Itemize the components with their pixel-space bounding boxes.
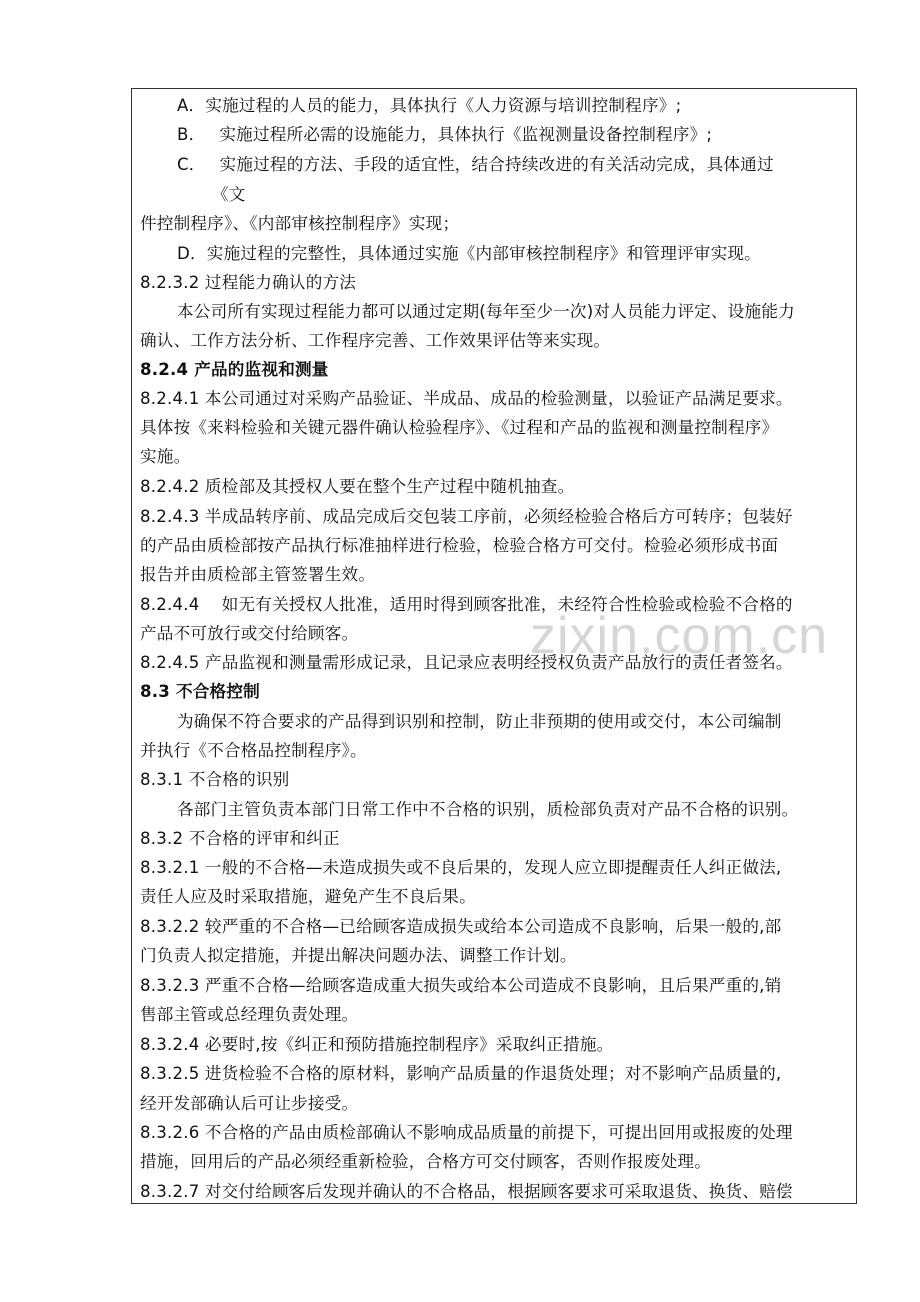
section-heading: 8.3 不合格控制 <box>140 682 260 701</box>
text-line: 8.3.2.2 较严重的不合格—已给顾客造成损失或给本公司造成不良影响，后果一般的,部 <box>140 917 782 936</box>
section-heading: 8.2.3.2 过程能力确认的方法 <box>140 273 357 292</box>
text-line: 8.2.4.1 本公司通过对采购产品验证、半成品、成品的检验测量，以验证产品满足要求。 <box>140 389 793 408</box>
text-line: 为确保不符合要求的产品得到识别和控制，防止非预期的使用或交付，本公司编制 <box>177 712 782 731</box>
text-line: A．实施过程的人员的能力，具体执行《人力资源与培训控制程序》; <box>177 96 682 115</box>
text-line: 8.3.2.1 一般的不合格—未造成损失或不良后果的，发现人应立即提醒责任人纠正做法, <box>140 858 782 877</box>
text-line: 售部主管或总经理负责处理。 <box>140 1005 359 1024</box>
text-line: 的产品由质检部按产品执行标准抽样进行检验，检验合格方可交付。检验必须形成书面 <box>140 536 779 555</box>
text-line: 实施。 <box>140 447 191 466</box>
text-line: 本公司所有实现过程能力都可以通过定期(每年至少一次)对人员能力评定、设施能力 <box>177 302 795 321</box>
text-line: 8.2.4.4 如无有关授权人批准，适用时得到顾客批准，未经符合性检验或检验不合格的 <box>140 595 793 614</box>
text-line: 门负责人拟定措施，并提出解决问题办法、调整工作计划。 <box>140 946 577 965</box>
text-line: 8.3.2.7 对交付给顾客后发现并确认的不合格品，根据顾客要求可采取退货、换货、赔偿 <box>140 1182 793 1201</box>
text-line: 经开发部确认后可让步接受。 <box>140 1094 359 1113</box>
section-heading: 8.3.1 不合格的识别 <box>140 770 290 789</box>
text-line: 产品不可放行或交付给顾客。 <box>140 624 359 643</box>
text-line: C． 实施过程的方法、手段的适宜性，结合持续改进的有关活动完成，具体通过 <box>177 155 774 174</box>
text-line: 8.3.2.3 严重不合格—给顾客造成重大损失或给本公司造成不良影响，且后果严重的,销 <box>140 976 782 995</box>
text-line: 《文 <box>212 185 246 204</box>
text-line: 8.2.4.2 质检部及其授权人要在整个生产过程中随机抽查。 <box>140 477 575 496</box>
text-line: 责任人应及时采取措施，避免产生不良后果。 <box>140 887 476 906</box>
section-heading: 8.2.4 产品的监视和测量 <box>140 360 329 379</box>
text-line: D．实施过程的完整性，具体通过实施《内部审核控制程序》和管理评审实现。 <box>177 244 761 263</box>
text-line: 各部门主管负责本部门日常工作中不合格的识别，质检部负责对产品不合格的识别。 <box>177 800 799 819</box>
text-line: 并执行《不合格品控制程序》。 <box>140 741 367 760</box>
text-line: 8.2.4.3 半成品转序前、成品完成后交包装工序前，必须经检验合格后方可转序；包装好 <box>140 507 793 526</box>
text-line: 8.2.4.5 产品监视和测量需形成记录，且记录应表明经授权负责产品放行的责任者签名。 <box>140 653 793 672</box>
text-line: 8.3.2.5 进货检验不合格的原材料，影响产品质量的作退货处理；对不影响产品质量的, <box>140 1064 782 1083</box>
text-line: 件控制程序》、《内部审核控制程序》实现； <box>140 214 460 233</box>
section-heading: 8.3.2 不合格的评审和纠正 <box>140 829 340 848</box>
text-line: B． 实施过程所必需的设施能力，具体执行《监视测量设备控制程序》; <box>177 125 713 144</box>
text-line: 8.3.2.6 不合格的产品由质检部确认不影响成品质量的前提下，可提出回用或报废的处理 <box>140 1123 793 1142</box>
text-line: 8.3.2.4 必要时,按《纠正和预防措施控制程序》采取纠正措施。 <box>140 1035 614 1054</box>
text-line: 报告并由质检部主管签署生效。 <box>140 565 376 584</box>
text-line: 具体按《来料检验和关键元器件确认检验程序》、《过程和产品的监视和测量控制程序》 <box>140 418 779 437</box>
watermark: zixin.com.cn <box>530 607 829 665</box>
text-line: 确认、工作方法分析、工作程序完善、工作效果评估等来实现。 <box>140 331 611 350</box>
text-line: 措施，回用后的产品必须经重新检验，合格方可交付顾客，否则作报废处理。 <box>140 1152 711 1171</box>
